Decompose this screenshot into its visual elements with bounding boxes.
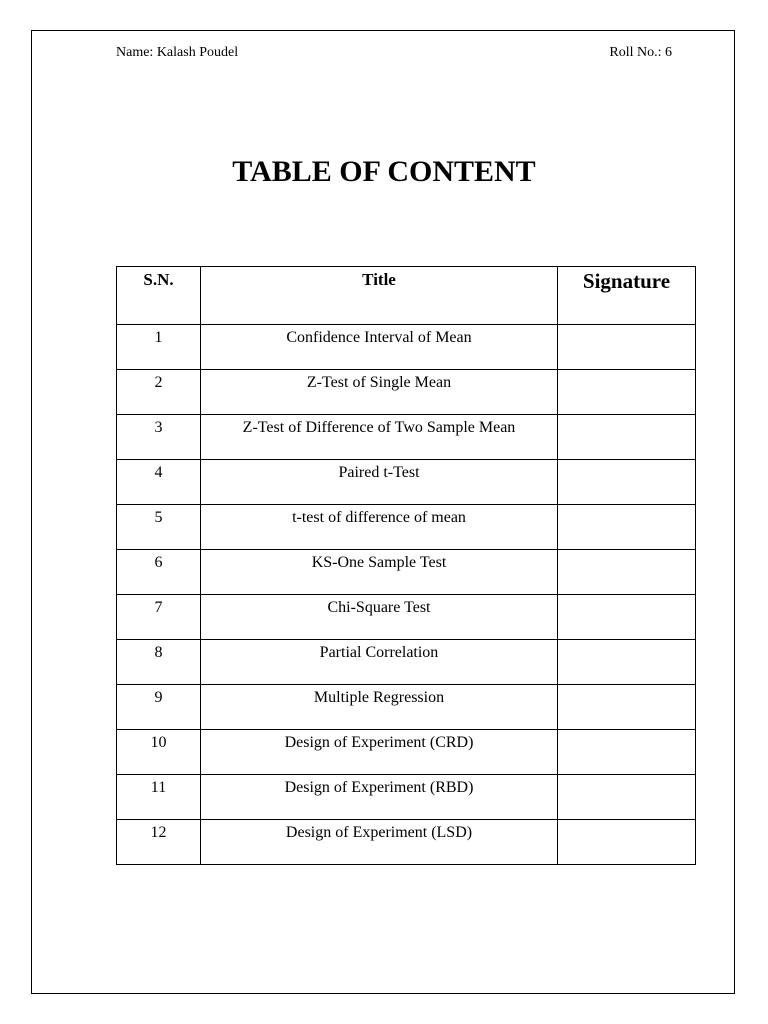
- row-sn: 7: [117, 595, 201, 640]
- row-signature: [558, 505, 696, 550]
- row-sn: 2: [117, 370, 201, 415]
- row-signature: [558, 820, 696, 865]
- table-row: [117, 685, 696, 730]
- row-sn: 3: [117, 415, 201, 460]
- table-row: [117, 820, 696, 865]
- row-sn: 5: [117, 505, 201, 550]
- row-signature: [558, 775, 696, 820]
- table-row: [117, 775, 696, 820]
- row-title: Paired t-Test: [201, 460, 558, 505]
- toc-table: [116, 266, 696, 865]
- row-sn: 6: [117, 550, 201, 595]
- row-sn: 12: [117, 820, 201, 865]
- table-row: [117, 730, 696, 775]
- row-title: Design of Experiment (RBD): [201, 775, 558, 820]
- row-sn: 11: [117, 775, 201, 820]
- row-title: Chi-Square Test: [201, 595, 558, 640]
- row-sn: 10: [117, 730, 201, 775]
- row-signature: [558, 685, 696, 730]
- row-sn: 8: [117, 640, 201, 685]
- row-signature: [558, 640, 696, 685]
- row-signature: [558, 370, 696, 415]
- row-signature: [558, 595, 696, 640]
- row-signature: [558, 460, 696, 505]
- row-sn: 4: [117, 460, 201, 505]
- table-row: [117, 370, 696, 415]
- table-row: [117, 415, 696, 460]
- row-title: Multiple Regression: [201, 685, 558, 730]
- column-header-title: Title: [201, 267, 558, 325]
- column-header-signature: Signature: [558, 267, 696, 325]
- row-sn: 1: [117, 325, 201, 370]
- table-row: [117, 595, 696, 640]
- row-title: Z-Test of Single Mean: [201, 370, 558, 415]
- row-title: KS-One Sample Test: [201, 550, 558, 595]
- row-signature: [558, 550, 696, 595]
- table-row: [117, 550, 696, 595]
- column-header-sn: S.N.: [117, 267, 201, 325]
- row-title: Z-Test of Difference of Two Sample Mean: [201, 415, 558, 460]
- page-title: TABLE OF CONTENT: [232, 155, 536, 188]
- table-row: [117, 640, 696, 685]
- table-row: [117, 325, 696, 370]
- roll-number: Roll No.: 6: [609, 45, 672, 60]
- student-name: Name: Kalash Poudel: [116, 45, 239, 60]
- row-title: Design of Experiment (LSD): [201, 820, 558, 865]
- row-signature: [558, 325, 696, 370]
- row-title: Partial Correlation: [201, 640, 558, 685]
- table-row: [117, 460, 696, 505]
- row-title: Design of Experiment (CRD): [201, 730, 558, 775]
- row-signature: [558, 415, 696, 460]
- row-title: Confidence Interval of Mean: [201, 325, 558, 370]
- table-row: [117, 505, 696, 550]
- row-title: t-test of difference of mean: [201, 505, 558, 550]
- table-header-row: [117, 267, 696, 325]
- row-sn: 9: [117, 685, 201, 730]
- row-signature: [558, 730, 696, 775]
